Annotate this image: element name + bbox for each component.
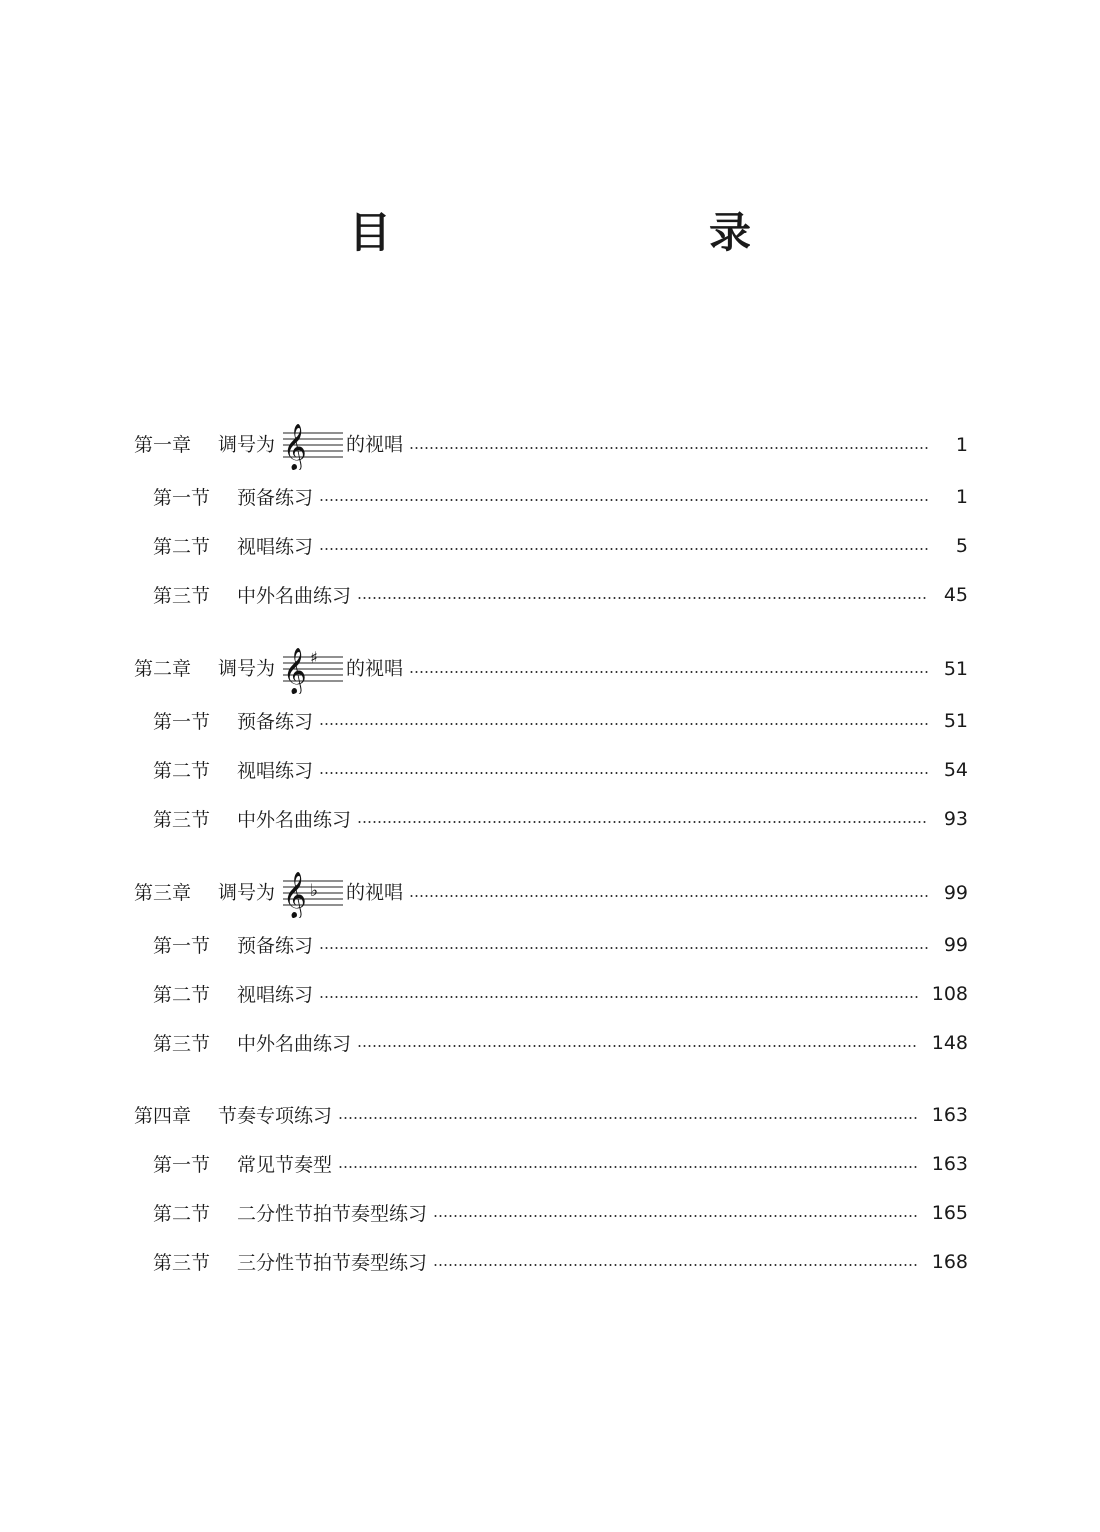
page-number: 5	[955, 534, 968, 557]
chapter-number: 第一章	[134, 433, 192, 456]
dot-leader	[357, 821, 928, 823]
section-label	[153, 1150, 332, 1177]
toc-entry-section[interactable]	[134, 696, 968, 745]
dot-leader	[319, 723, 928, 725]
page-number: 45	[943, 583, 968, 606]
section-label	[153, 805, 351, 832]
chapter-1	[134, 418, 968, 619]
toc-entry-section[interactable]	[134, 1237, 968, 1286]
page-number: 165	[931, 1201, 968, 1224]
dot-leader	[338, 1166, 918, 1168]
section-title: 二分性节拍节奏型练习	[237, 1203, 428, 1225]
section-label	[153, 1029, 351, 1056]
dot-leader	[319, 996, 918, 998]
page-number: 1	[955, 434, 968, 456]
chapter-label	[134, 868, 403, 918]
toc-entry-section[interactable]	[134, 1188, 968, 1237]
toc-entry-section[interactable]	[134, 920, 968, 969]
dot-leader	[357, 597, 928, 599]
chapter-number: 第四章	[134, 1105, 192, 1127]
toc-entry-chapter-4[interactable]	[134, 1090, 968, 1139]
treble-clef-sharp-staff-icon	[283, 644, 343, 694]
section-label	[153, 1248, 427, 1275]
dot-leader	[319, 499, 928, 501]
treble-clef-staff-icon	[283, 420, 343, 470]
toc-entry-chapter-2[interactable]	[134, 642, 968, 696]
chapter-label	[134, 420, 403, 470]
section-number: 第二节	[153, 1203, 211, 1225]
dot-leader	[433, 1264, 918, 1266]
toc-entry-section[interactable]	[134, 570, 968, 619]
dot-leader	[319, 947, 928, 949]
treble-clef-flat-staff-icon	[283, 868, 343, 918]
dot-leader	[319, 772, 928, 774]
chapter-suffix: 的视唱	[346, 881, 404, 904]
chapter-3	[134, 866, 968, 1067]
toc-entry-section[interactable]	[134, 745, 968, 794]
svg-text:𝄞: 𝄞	[283, 648, 307, 694]
section-title: 预备练习	[237, 935, 314, 957]
section-title: 视唱练习	[237, 536, 314, 558]
section-number: 第一节	[153, 1154, 211, 1176]
page-number: 99	[943, 933, 968, 956]
section-number: 第一节	[153, 935, 211, 957]
page-number: 148	[931, 1031, 968, 1054]
page-number: 1	[955, 485, 968, 508]
dot-leader	[433, 1215, 918, 1217]
chapter-suffix: 的视唱	[346, 433, 404, 456]
section-number: 第二节	[153, 984, 211, 1006]
section-number: 第三节	[153, 809, 211, 831]
page-number: 163	[931, 1152, 968, 1175]
section-label	[153, 980, 313, 1007]
chapter-4	[134, 1090, 968, 1286]
toc-entry-section[interactable]	[134, 1139, 968, 1188]
dot-leader	[357, 1045, 918, 1047]
toc-entry-section[interactable]	[134, 794, 968, 843]
section-label	[153, 483, 313, 510]
section-title: 视唱练习	[237, 984, 314, 1006]
section-label	[153, 532, 313, 559]
section-title: 中外名曲练习	[237, 809, 352, 831]
chapter-title: 节奏专项练习	[218, 1105, 333, 1127]
table-of-contents	[134, 418, 968, 1309]
toc-entry-section[interactable]	[134, 969, 968, 1018]
toc-entry-section[interactable]	[134, 521, 968, 570]
dot-leader	[409, 895, 928, 897]
dot-leader	[409, 447, 928, 449]
chapter-prefix: 调号为	[218, 657, 276, 680]
page-number: 99	[943, 882, 968, 904]
chapter-prefix: 调号为	[218, 881, 276, 904]
section-label	[153, 707, 313, 734]
svg-text:♭: ♭	[310, 881, 319, 901]
toc-entry-chapter-1[interactable]	[134, 418, 968, 472]
page-number: 51	[943, 709, 968, 732]
section-label	[153, 1199, 427, 1226]
dot-leader	[409, 671, 928, 673]
page-number: 163	[931, 1103, 968, 1126]
dot-leader	[319, 548, 928, 550]
chapter-prefix: 调号为	[218, 433, 276, 456]
section-title: 预备练习	[237, 487, 314, 509]
chapter-2	[134, 642, 968, 843]
toc-entry-chapter-3[interactable]	[134, 866, 968, 920]
svg-text:𝄞: 𝄞	[283, 424, 307, 470]
toc-entry-section[interactable]	[134, 1018, 968, 1067]
dot-leader	[338, 1117, 918, 1119]
section-number: 第二节	[153, 536, 211, 558]
section-label	[153, 581, 351, 608]
page-number: 108	[931, 982, 968, 1005]
section-title: 中外名曲练习	[237, 1033, 352, 1055]
section-title: 常见节奏型	[237, 1154, 333, 1176]
chapter-label	[134, 644, 403, 694]
section-title: 三分性节拍节奏型练习	[237, 1252, 428, 1274]
section-number: 第一节	[153, 487, 211, 509]
section-number: 第一节	[153, 711, 211, 733]
section-number: 第二节	[153, 760, 211, 782]
svg-text:♯: ♯	[310, 648, 318, 667]
page-number: 93	[943, 807, 968, 830]
section-title: 中外名曲练习	[237, 585, 352, 607]
toc-entry-section[interactable]	[134, 472, 968, 521]
section-title: 预备练习	[237, 711, 314, 733]
svg-text:𝄞: 𝄞	[283, 872, 307, 918]
page-title: 目 录	[348, 208, 829, 257]
page-number: 168	[931, 1250, 968, 1273]
chapter-number: 第二章	[134, 657, 192, 680]
section-number: 第三节	[153, 1033, 211, 1055]
page-number: 54	[943, 758, 968, 781]
section-title: 视唱练习	[237, 760, 314, 782]
page-number: 51	[943, 658, 968, 680]
section-number: 第三节	[153, 1252, 211, 1274]
chapter-number: 第三章	[134, 881, 192, 904]
chapter-suffix: 的视唱	[346, 657, 404, 680]
section-label	[153, 756, 313, 783]
section-label	[153, 931, 313, 958]
chapter-label	[134, 1101, 332, 1128]
section-number: 第三节	[153, 585, 211, 607]
